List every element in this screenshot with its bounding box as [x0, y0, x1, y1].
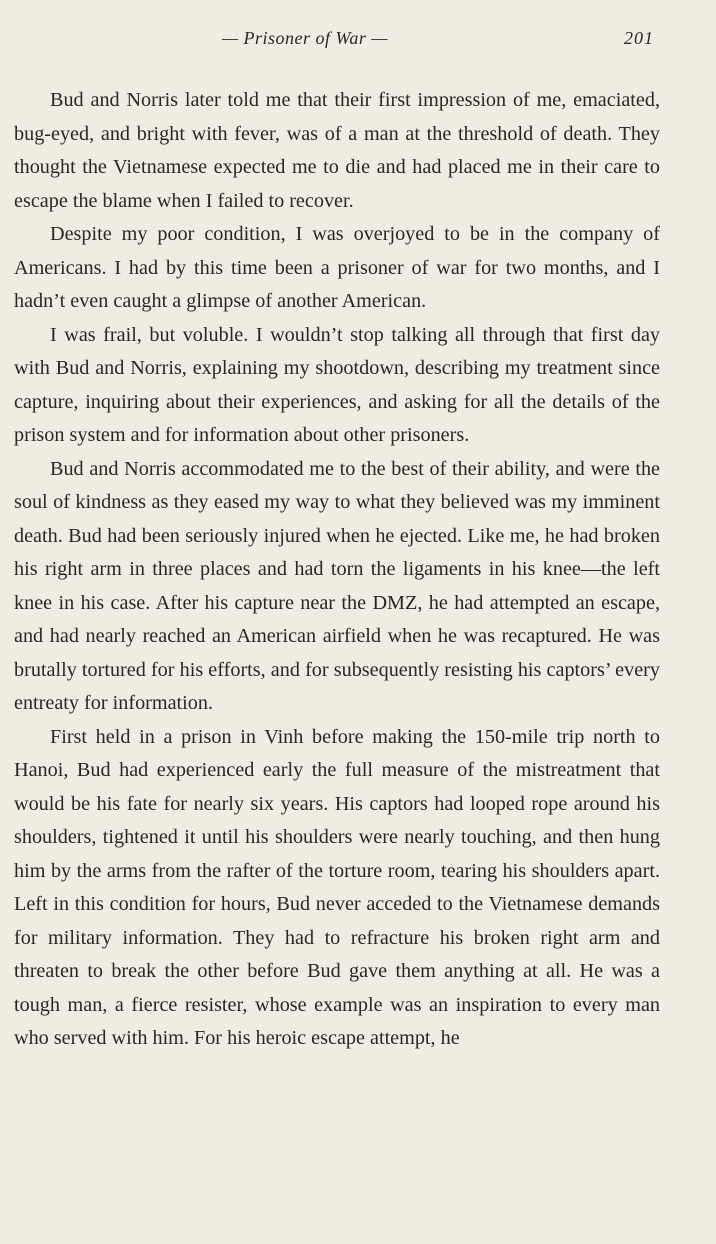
- paragraph: Despite my poor condition, I was overjoyed to be in the company of Americans. I had by this time been a prisoner of war for two months, and I hadn’t even caught a glimpse of another American.: [14, 223, 660, 312]
- paragraph: First held in a prison in Vinh before making the 150-mile trip north to Hanoi, Bud had experienced early the full measure of the mistreatment that would be his fate for nearly six years. His captors had looped rope around his shoulders, tightened it until his shoulders were nearly touching, and then hung him by the arms from the rafter of the torture room, tearing his shoulders apart. Left in this condition for hours, Bud never acceded to the Vietnamese demands for military information. They had to refracture his broken right arm and threaten to break the other before Bud gave them anything at all. He was a tough man, a fierce resister, whose example was an inspiration to every man who served with him. For his heroic escape attempt, he: [14, 725, 660, 1049]
- page-number: 201: [624, 28, 654, 48]
- paragraph: Bud and Norris later told me that their first impression of me, emaciated, bug-eyed, and bright with fever, was of a man at the threshold of death. They thought the Vietnamese expected me to die and had placed me in their care to escape the blame when I failed to recover.: [14, 89, 660, 212]
- running-head: [0, 28, 716, 54]
- paragraph: Bud and Norris accommodated me to the best of their ability, and were the soul of kindness as they eased my way to what they believed was my imminent death. Bud had been seriously injured when he ejected. Like me, he had broken his right arm in three places and had torn the ligaments in his knee—the left knee in his case. After his capture near the DMZ, he had attempted an escape, and had nearly reached an American airfield when he was recaptured. He was brutally tortured for his efforts, and for subsequently resisting his captors’ every entreaty for information.: [14, 457, 660, 714]
- paragraph: I was frail, but voluble. I wouldn’t stop talking all through that first day with Bud and Norris, explaining my shootdown, describing my treatment since capture, inquiring about their experiences, and asking for all the details of the prison system and for information about other prisoners.: [14, 323, 660, 446]
- running-title: — Prisoner of War —: [222, 28, 388, 48]
- body-text: [14, 84, 660, 1056]
